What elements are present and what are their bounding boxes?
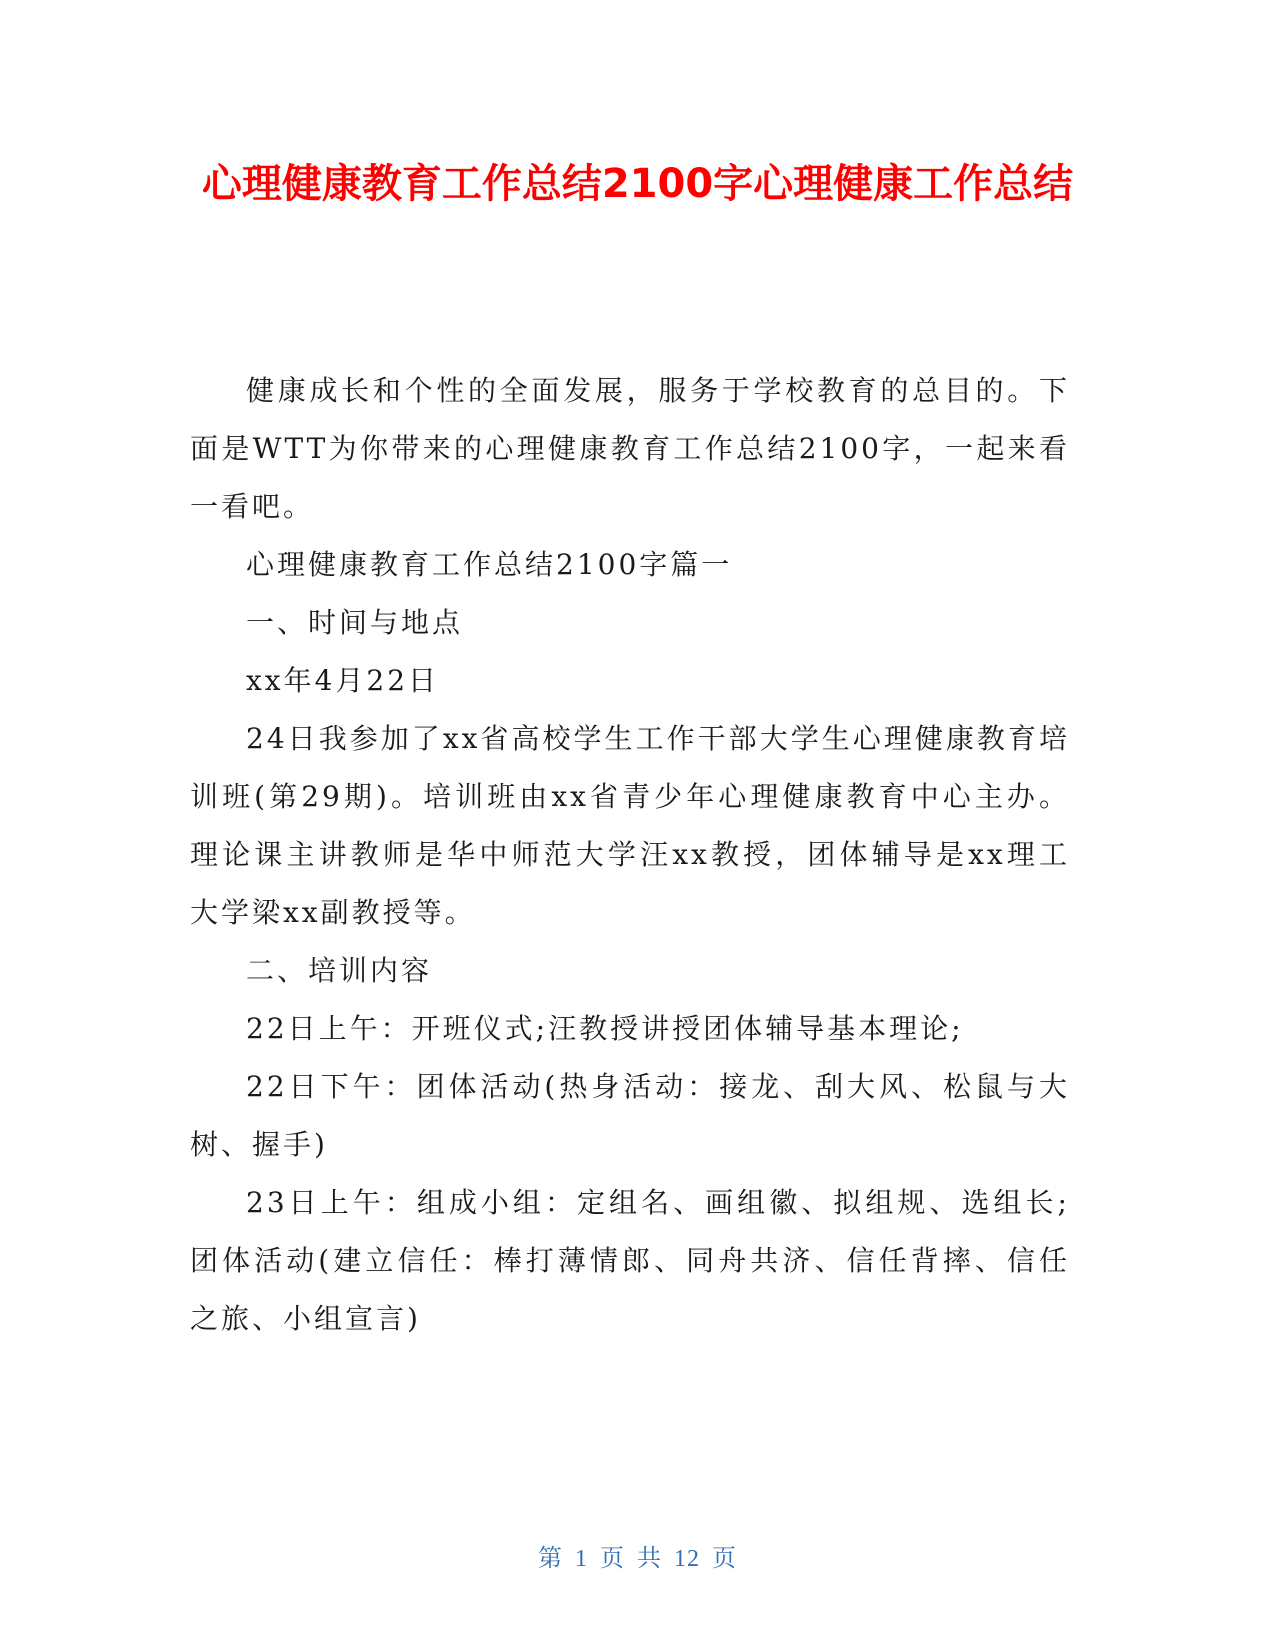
footer-total-word: 共 <box>637 1546 662 1572</box>
paragraph-22-morning: 22日上午：开班仪式;汪教授讲授团体辅导基本理论; <box>246 1012 964 1045</box>
footer-prefix: 第 <box>538 1546 563 1572</box>
paragraph-heading-time-place: 一、时间与地点 <box>246 606 464 639</box>
document-body <box>190 362 1070 1348</box>
paragraph-intro: 健康成长和个性的全面发展，服务于学校教育的总目的。下面是WTT为你带来的心理健康教育工作总结2100字，一起来看一看吧。 <box>190 374 1070 523</box>
paragraph-section-heading: 心理健康教育工作总结2100字篇一 <box>246 548 733 581</box>
paragraph-date: xx年4月22日 <box>246 664 440 697</box>
footer-page-word: 页 <box>600 1546 625 1572</box>
document-title: 心理健康教育工作总结2100字心理健康工作总结 <box>201 161 1074 207</box>
paragraph-22-afternoon: 22日下午：团体活动(热身活动：接龙、刮大风、松鼠与大树、握手) <box>190 1070 1070 1161</box>
footer-suffix: 页 <box>712 1546 737 1572</box>
paragraph-heading-content: 二、培训内容 <box>246 954 433 987</box>
page-footer <box>0 1538 1275 1573</box>
footer-total-pages: 12 <box>674 1546 700 1572</box>
footer-current-page: 1 <box>575 1546 588 1572</box>
paragraph-23-morning: 23日上午：组成小组：定组名、画组徽、拟组规、选组长;团体活动(建立信任：棒打薄情郎、同舟共济、信任背摔、信任之旅、小组宣言) <box>190 1186 1070 1335</box>
paragraph-training-info: 24日我参加了xx省高校学生工作干部大学生心理健康教育培训班(第29期)。培训班由xx省青少年心理健康教育中心主办。理论课主讲教师是华中师范大学汪xx教授，团体辅导是xx理工大学梁xx副教授等。 <box>190 722 1070 929</box>
